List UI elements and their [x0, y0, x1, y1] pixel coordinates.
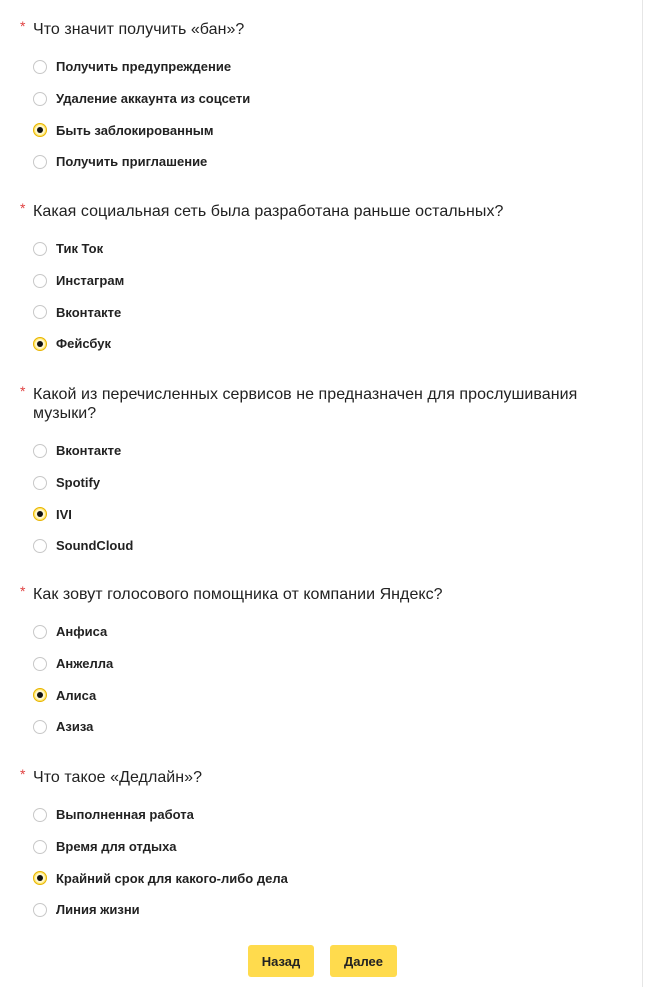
- radio-option[interactable]: [20, 265, 620, 297]
- radio-option[interactable]: [20, 435, 620, 467]
- radio-button[interactable]: [33, 903, 47, 917]
- question-text: Какая социальная сеть была разработана раньше остальных?: [33, 203, 504, 220]
- option-label: Вконтакте: [56, 304, 122, 320]
- radio-selected-dot: [37, 127, 43, 133]
- radio-option[interactable]: [20, 616, 620, 648]
- required-mark: *: [20, 583, 26, 599]
- radio-option[interactable]: [20, 296, 620, 328]
- required-mark: *: [20, 383, 26, 399]
- option-label: Крайний срок для какого-либо дела: [56, 870, 288, 886]
- option-label: IVI: [56, 506, 72, 522]
- required-mark: *: [20, 200, 26, 216]
- required-mark: *: [20, 18, 26, 34]
- radio-option[interactable]: [20, 862, 620, 894]
- radio-option[interactable]: [20, 648, 620, 680]
- radio-option[interactable]: [20, 467, 620, 499]
- option-label: Тик Ток: [56, 241, 104, 257]
- radio-option[interactable]: [20, 799, 620, 831]
- question-title: [20, 768, 620, 787]
- options-list: [20, 799, 620, 926]
- option-label: Получить приглашение: [56, 154, 208, 170]
- radio-option[interactable]: [20, 233, 620, 265]
- question-title: [20, 385, 620, 423]
- radio-option[interactable]: [20, 498, 620, 530]
- radio-button[interactable]: [33, 92, 47, 106]
- question-text: Какой из перечисленных сервисов не предназначен для прослушивания музыки?: [33, 386, 578, 422]
- question-text: Что значит получить «бан»?: [33, 21, 245, 38]
- radio-button[interactable]: [33, 242, 47, 256]
- radio-button[interactable]: [33, 720, 47, 734]
- radio-button[interactable]: [33, 840, 47, 854]
- option-label: Азиза: [56, 719, 94, 735]
- radio-button[interactable]: [33, 625, 47, 639]
- question-1: [20, 20, 620, 178]
- radio-option[interactable]: [20, 114, 620, 146]
- question-5: [20, 768, 620, 926]
- radio-selected-dot: [37, 341, 43, 347]
- option-label: Удаление аккаунта из соцсети: [56, 91, 251, 107]
- options-list: [20, 233, 620, 360]
- options-list: [20, 435, 620, 562]
- radio-button[interactable]: [33, 123, 47, 137]
- option-label: Инстаграм: [56, 273, 125, 289]
- next-button[interactable]: Далее: [330, 945, 397, 977]
- radio-button[interactable]: [33, 688, 47, 702]
- radio-button[interactable]: [33, 305, 47, 319]
- radio-option[interactable]: [20, 530, 620, 562]
- radio-button[interactable]: [33, 539, 47, 553]
- question-text: Как зовут голосового помощника от компании Яндекс?: [33, 586, 443, 603]
- question-2: [20, 202, 620, 360]
- radio-option[interactable]: [20, 51, 620, 83]
- radio-selected-dot: [37, 875, 43, 881]
- radio-selected-dot: [37, 511, 43, 517]
- option-label: Алиса: [56, 687, 97, 703]
- radio-button[interactable]: [33, 871, 47, 885]
- required-mark: *: [20, 766, 26, 782]
- radio-button[interactable]: [33, 808, 47, 822]
- question-text: Что такое «Дедлайн»?: [33, 769, 203, 786]
- option-label: Линия жизни: [56, 902, 140, 918]
- radio-option[interactable]: [20, 146, 620, 178]
- radio-button[interactable]: [33, 657, 47, 671]
- radio-option[interactable]: [20, 831, 620, 863]
- radio-option[interactable]: [20, 83, 620, 115]
- options-list: [20, 51, 620, 178]
- radio-button[interactable]: [33, 155, 47, 169]
- radio-button[interactable]: [33, 337, 47, 351]
- option-label: Анжелла: [56, 656, 114, 672]
- radio-selected-dot: [37, 692, 43, 698]
- radio-option[interactable]: [20, 894, 620, 926]
- question-title: [20, 20, 620, 39]
- radio-option[interactable]: [20, 679, 620, 711]
- option-label: Spotify: [56, 475, 101, 491]
- option-label: Быть заблокированным: [56, 122, 214, 138]
- question-title: [20, 202, 620, 221]
- question-title: [20, 585, 620, 604]
- option-label: SoundCloud: [56, 538, 134, 554]
- option-label: Время для отдыха: [56, 839, 177, 855]
- radio-button[interactable]: [33, 60, 47, 74]
- radio-button[interactable]: [33, 444, 47, 458]
- radio-option[interactable]: [20, 328, 620, 360]
- radio-button[interactable]: [33, 507, 47, 521]
- option-label: Вконтакте: [56, 443, 122, 459]
- option-label: Фейсбук: [56, 336, 111, 352]
- radio-button[interactable]: [33, 274, 47, 288]
- radio-button[interactable]: [33, 476, 47, 490]
- option-label: Анфиса: [56, 624, 108, 640]
- option-label: Выполненная работа: [56, 807, 194, 823]
- question-4: [20, 585, 620, 743]
- question-3: [20, 385, 620, 562]
- back-button[interactable]: Назад: [248, 945, 314, 977]
- option-label: Получить предупреждение: [56, 59, 232, 75]
- options-list: [20, 616, 620, 743]
- radio-option[interactable]: [20, 711, 620, 743]
